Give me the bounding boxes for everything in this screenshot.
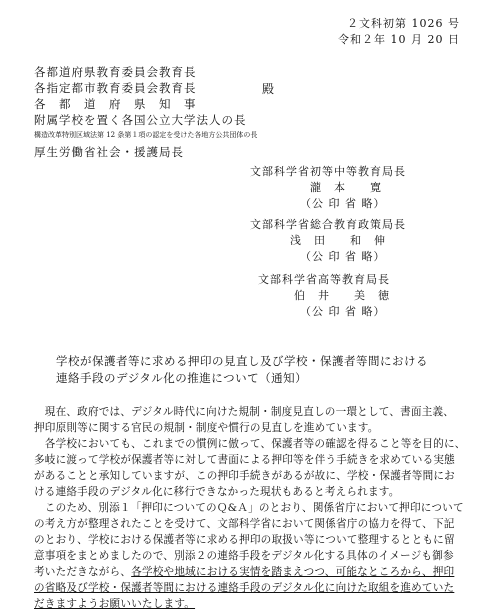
body-line: のとおり、学校における保護者等に求める押印の取扱い等について整理するとともに留 (34, 534, 455, 546)
sender-office: 文部科学省総合教育政策局長 (250, 218, 406, 231)
body-line (34, 564, 454, 579)
sender-seal: （公 印 省 略） (300, 305, 386, 318)
body-line: 各学校においても、これまでの慣例に倣って、保護者等の確認を得ること等を目的に、 (34, 438, 466, 450)
body-line: 多岐に渡って学校が保護者等に対して書面による押印等を伴う手続きを求めている実態 (34, 454, 455, 466)
body-line: ける連絡手段のデジタル化に移行できなかった現状もあると考えられます。 (34, 486, 400, 498)
addressee: 各都道府県教育委員会教育長 (34, 65, 197, 79)
sender-office: 文部科学省高等教育局長 (258, 273, 390, 286)
addressee: 各 都 道 府 県 知 事 (34, 97, 197, 111)
body-line-text: 考いただきながら、 (34, 566, 132, 578)
honorific: 殿 (262, 82, 275, 96)
body-line: 現在、政府では、デジタル時代に向けた規制・制度見直しの一環として、書面主義、 (34, 406, 455, 418)
sender-name: 瀧 本 寛 (310, 181, 382, 194)
sender-seal: （公 印 省 略） (300, 197, 386, 210)
addressee: 厚生労働省社会・援護局長 (34, 145, 184, 159)
sender-name: 伯 井 美 徳 (294, 289, 390, 302)
document-number: ２文科初第 1026 号 (347, 17, 460, 30)
sender-office: 文部科学省初等中等教育局長 (250, 165, 406, 178)
addressee: 構造改革特別区域法第 12 条第１項の認定を受けた各地方公共団体の長 (34, 131, 258, 139)
document-title: 学校が保護者等に求める押印の見直し及び学校・保護者等間における (56, 354, 428, 368)
addressee: 附属学校を置く各国公立大学法人の長 (34, 113, 247, 127)
body-line: の考え方が整理されたことを受けて、文部科学省において関係省庁の協力を得て、下記 (34, 518, 455, 530)
body-line: 意事項をまとめましたので、別添２の連絡手段をデジタル化する具体のイメージも御参 (34, 550, 454, 562)
document-title: 連絡手段のデジタル化の推進について（通知） (56, 371, 308, 385)
body-line: があることと承知していますが、この押印手続きがあるが故に、学校・保護者等間にお (34, 470, 455, 482)
addressee: 各指定都市教育委員会教育長 (34, 81, 197, 95)
underlined-request: だきますようお願いいたします。 (34, 598, 196, 610)
body-line: このため、別添１「押印についてのＱ&Ａ」のとおり、関係省庁において押印について (34, 502, 464, 514)
body-line: 押印原則等に関する官民の規制・制度や慣行の見直しを進めています。 (34, 422, 379, 434)
underlined-request: の省略及び学校・保護者等間における連絡手段のデジタル化に向けた取組を進めていた (34, 582, 455, 594)
underlined-request: 各学校や地域における実情を踏まえつつ、可能なところから、押印 (131, 566, 455, 578)
sender-seal: （公 印 省 略） (300, 250, 386, 263)
sender-name: 浅 田 和 伸 (290, 234, 386, 247)
document-date: 令和２年 10 月 20 日 (338, 33, 460, 46)
